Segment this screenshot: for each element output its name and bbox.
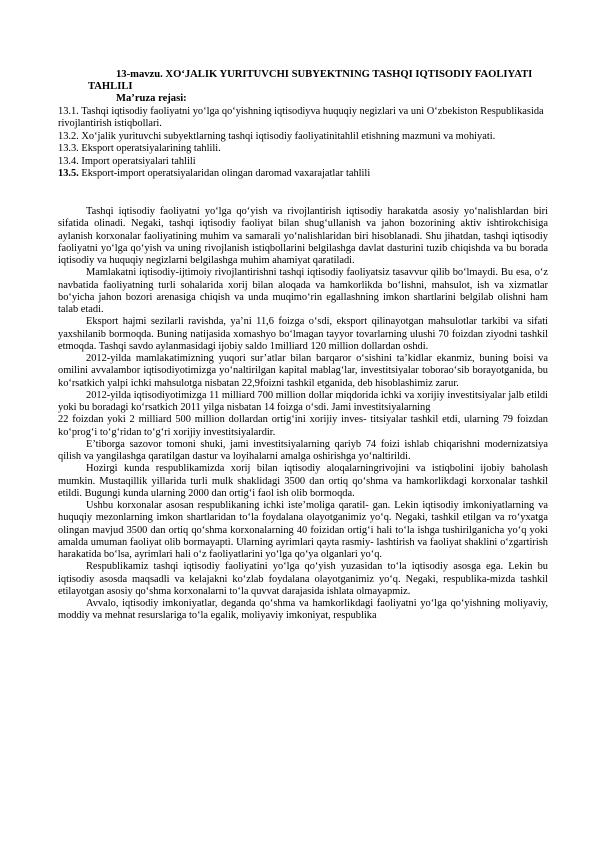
paragraph: Eksport hajmi sezilarli ravishda, ya’ni 11,6 foizga o‘sdi, eksport qilinayotgan mahsulotlar tarkibi va sifati yaxshilanib bormoqda. Buning natijasida xomashyo bo‘lmagan tayyor tovarlarning ulushi 70 foizdan ziyodni tashkil etmoqda. Tashqi savdo aylanmasidagi ijobiy saldo 1milliard 120 million dollardan oshdi.: [58, 316, 548, 352]
plan-heading: Ma’ruza rejasi:: [116, 93, 187, 104]
paragraph: Tashqi iqtisodiy faoliyatni yo‘lga qo‘yish va rivojlantirish iqtisodiy harakatda asosiy yo‘nalishlardan biri sifatida olinadi. Negaki, tashqi iqtisodiy faoliyat bilan shug‘ullanish va jahon bozorining aktiv ishtirokchisiga aylanish korxonalar faoliyatining muhim va samarali yo‘nalishlaridan biri hisoblanadi. Shu jihatdan, tashqi iqtisodiy faoliyatni yo‘lga qo‘yish va uning rivojlanish istiqbollarini belgilashga davlat dasturini tuzib chiqishda va bu borada iqtisodiy va huquqiy negizlarni belgilashga muhim ahamiyat qaratiladi.: [58, 206, 548, 266]
plan-item-number: 13.5.: [58, 168, 79, 180]
plan-item: 13.4. Import operatsiyalari tahlili: [58, 155, 196, 167]
paragraph: Mamlakatni iqtisodiy-ijtimoiy rivojlantirishni tashqi iqtisodiy faoliyatsiz tasavvur qilib bo‘lmaydi. Bu esa, o‘z navbatida faoliyatning turli sohalarida xorij bilan aloqada va hamkorlikda bo‘lishni, mahsulot, ish va xizmatlar bo‘yicha jahon bozori arenasiga chiqish va unda muqimo‘rin egallashning imkon shartlarini belgilab olishni ham talab etadi.: [58, 267, 548, 315]
paragraph: Respublikamiz tashqi iqtisodiy faoliyatini yo‘lga qo‘yish yuzasidan to‘la iqtisodiy asosga ega. Lekin bu iqtisodiy asosda maqsadli va kelajakni ko‘zlab foydalana olayotganimiz yo‘q. Negaki, respublika-mizda tashkil etilayotgan asosiy qo‘shma korxonalarni to‘la quvvat darajasida ishlata olmayapmiz.: [58, 561, 548, 597]
paragraph: Ushbu korxonalar asosan respublikaning ichki iste’moliga qaratil- gan. Lekin iqtisodiy imkoniyatlarning va huquqiy mezonlarning imkon shartlaridan to‘la foydalana olayotganimiz yo‘q. Negaki, tashkil etilgan va ro‘yxatga olingan mavjud 3500 dan ortiq qo‘shma korxonalarning 40 foizidan ortig‘i hali to‘la ishga tushirilganicha yo‘q yoki amalda umuman faoliyat olib bormayapti. Ularning ayrimlari qayta rasmiy- lashtirish va faoliyat shaklini o‘zgartirish harakatida bo‘lsa, ayrimlari hali o‘z faoliyatlarini yo‘lga qo‘ya olganlari yo‘q.: [58, 500, 548, 560]
document-title: 13-mavzu. XO‘JALIK YURITUVCHI SUBYEKTNING TASHQI IQTISODIY FAOLIYATI TAHLILI: [88, 69, 533, 93]
document-body: [58, 206, 548, 623]
paragraph: Avvalo, iqtisodiy imkoniyatlar, deganda qo‘shma va hamkorlikdagi faoliyatni yo‘lga qo‘yishning moliyaviy, moddiy va mehnat resurslariga to‘la egalik, moliyaviy imkoniyat, respublika: [58, 598, 548, 622]
plan-item: 13.1. Tashqi iqtisodiy faoliyatni yo‘lga qo‘yishning iqtisodiyva huquqiy negizlari va uni O‘zbekiston Respublikasida rivojlantirish istiqbollari.: [58, 106, 544, 130]
paragraph: 2012-yilda mamlakatimizning yuqori sur’atlar bilan barqaror o‘sishini ta’kidlar ekanmiz, buning boisi va omilini avvalambor iqtisodiyotimizga yo‘naltirilgan kapital mablag‘lar, investitsiyalar toboraо‘sib borayotganida, bu ko‘rsatkich yalpi ichki mahsulotga nisbatan 22,9foizni tashkil etganida, deb hisoblashimiz zarur.: [58, 353, 548, 389]
plan-item: 13.2. Xo‘jalik yurituvchi subyektlarning tashqi iqtisodiy faoliyatinitahlil etishning mazmuni va mohiyati.: [58, 130, 496, 142]
paragraph: Hozirgi kunda respublikamizda xorij bilan iqtisodiy aloqalarningrivojini va istiqbolini ijobiy baholash mumkin. Mustaqillik yillarida turli mulk shaklidagi 3500 dan ortiq qo‘shma va hamkorlikdagi korxonalar tashkil etildi. Bugungi kunda ularning 2000 dan ortig‘i faol ish olib bormoqda.: [58, 463, 548, 499]
lecture-plan: [58, 106, 548, 180]
paragraph: E’tiborga sazovor tomoni shuki, jami investitsiyalarning qariyb 74 foizi ishlab chiqarishni modernizatsiya qilish va yangilashga qaratilgan dastur va loyihalarni amalga oshirishga yo‘naltirildi.: [58, 438, 548, 462]
paragraph: 22 foizdan yoki 2 milliard 500 million dollardan ortig‘ini xorijiy inves- titsiyalar tashkil etdi, ularning 79 foizdan ko‘prog‘i to‘g‘ridan to‘g‘ri xorijiy investitsiyalardir.: [58, 414, 548, 438]
plan-item: [58, 168, 548, 180]
plan-item: 13.3. Eksport operatsiyalarining tahlili.: [58, 143, 221, 155]
paragraph: 2012-yilda iqtisodiyotimizga 11 milliard 700 million dollar miqdorida ichki va xorijiy investitsiyalar jalb etildi yoki bu boradagi ko‘rsatkich 2011 yilga nisbatan 14 foizga o‘sdi. Jami investitsiyalarning: [58, 389, 548, 413]
plan-item-text: Eksport-import operatsiyalaridan olingan daromad vaxarajatlar tahlili: [81, 168, 371, 180]
